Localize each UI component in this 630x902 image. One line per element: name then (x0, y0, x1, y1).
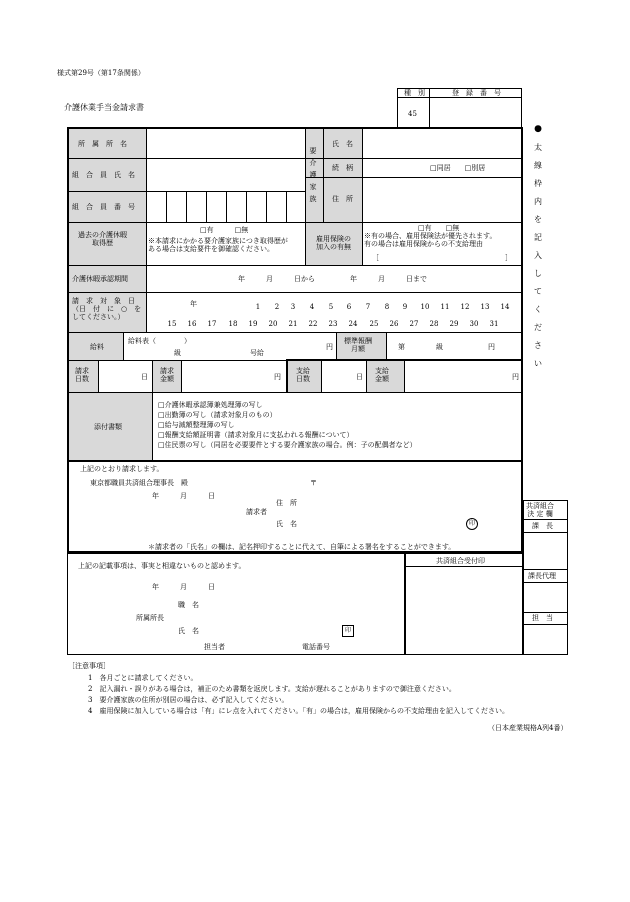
claim-statement: 上記のとおり請求します。 (80, 465, 164, 473)
day[interactable]: 19 (248, 320, 258, 328)
day[interactable]: 14 (500, 303, 510, 311)
kako-label: 過去の介護休暇 取得歴 (78, 231, 127, 247)
day[interactable]: 7 (365, 303, 371, 311)
receipt-stamp-box (405, 553, 523, 655)
dokyo-checkboxes[interactable]: □同居 □別居 (430, 164, 486, 172)
hyojun-label: 標準報酬 月額 (344, 337, 372, 353)
gokyu-label: 号給 (250, 349, 264, 357)
tenpu-item[interactable]: □住民票の写し（同居を必要要件とする要介護家族の場合。例：子の配偶者など） (158, 441, 417, 449)
kumiai-shimei-label: 組 合 員 氏 名 (72, 171, 135, 179)
kyuryo-hyo: 給料表（ ） (128, 337, 191, 345)
koyo-note: ※有の場合、雇用保険法が優先されます。 有の場合は雇用保険からの不支給理由 (364, 232, 497, 248)
day[interactable]: 15 (167, 320, 177, 328)
taisho-label: 請 求 対 象 日 （日 付 に ○ を してください。） (72, 297, 142, 321)
en-label-4: 円 (512, 373, 519, 381)
claim-addressee: 東京都職員共済組合理事長 殿 (90, 479, 188, 487)
jis-footer: （日本産業規格A列4番） (488, 724, 568, 732)
toroku-label: 登 録 番 号 (452, 89, 501, 97)
note-item: 2 記入漏れ・誤りがある場合は，補正のため書類を返戻します。支給が遅れることがありますので御注意ください。 (88, 685, 456, 693)
shubetsu-value: 45 (408, 110, 417, 118)
day[interactable]: 27 (409, 320, 419, 328)
en-label: 円 (326, 343, 333, 351)
en-label-2: 円 (488, 343, 495, 351)
day[interactable]: 23 (328, 320, 338, 328)
day[interactable]: 11 (440, 303, 450, 311)
shozoku-label: 所 属 所 名 (78, 140, 127, 148)
shikyu-kingaku-label: 支給 金額 (375, 367, 389, 383)
en-label-3: 円 (274, 373, 281, 381)
day[interactable]: 16 (187, 320, 197, 328)
jusho-label: 住 所 (332, 195, 353, 203)
kikan-value: 年 月 日から 年 月 日まで (238, 275, 427, 283)
cert-shokumei: 職 名 (178, 601, 199, 609)
note-item: 4 雇用保険に加入している場合は「有」にレ点を入れてください。「有」の場合は，雇用保険からの不支給理由を記入してください。 (88, 707, 509, 715)
bullet-icon: ● (534, 124, 542, 134)
claim-shimei: 氏 名 (276, 520, 297, 528)
day[interactable]: 29 (449, 320, 459, 328)
shikyu-nissu-label: 支給 日数 (296, 367, 310, 383)
shubetsu-label: 種 別 (404, 89, 425, 97)
claim-date: 年 月 日 (152, 492, 215, 500)
day[interactable]: 12 (460, 303, 470, 311)
decision-label: 共済組合 決 定 欄 (526, 502, 554, 518)
koyo-checkboxes[interactable]: □有 □無 (418, 224, 460, 232)
denwa-label: 電話番号 (302, 643, 330, 651)
seal-icon: 印 (466, 518, 478, 530)
form-number: 様式第29号（第17条関係） (57, 69, 145, 77)
day[interactable]: 13 (480, 303, 490, 311)
kumiai-bango-label: 組 合 員 番 号 (72, 203, 135, 211)
claim-jusho: 住 所 (276, 499, 297, 507)
day[interactable]: 26 (389, 320, 399, 328)
day[interactable]: 10 (420, 303, 430, 311)
kyu-label: 級 (174, 349, 181, 357)
cert-shozokushocho: 所属所長 (136, 614, 164, 622)
day[interactable]: 2 (274, 303, 280, 311)
kako-note: ※本請求にかかる要介護家族につき取得歴が ある場合は支給要件を御確認ください。 (148, 237, 288, 253)
kyu-label-2: 級 (436, 343, 443, 351)
kacho-label: 課 長 (532, 522, 553, 530)
tenpu-item[interactable]: □出勤簿の写し（請求対象月のもの） (158, 411, 277, 419)
cert-shimei: 氏 名 (178, 627, 199, 635)
kikan-label: 介護休暇承認期間 (72, 275, 128, 283)
cert-statement: 上記の記載事項は、事実と相違ないものと認めます。 (78, 562, 246, 570)
seal-square-icon: 印 (342, 625, 354, 637)
tenpu-label: 添付書類 (94, 423, 122, 431)
kako-checkboxes[interactable]: □有 □無 (200, 226, 249, 234)
day[interactable]: 6 (346, 303, 352, 311)
day[interactable]: 4 (309, 303, 315, 311)
tenpu-item[interactable]: □給与減額整理簿の写し (158, 421, 235, 429)
day[interactable]: 1 (255, 303, 261, 311)
day[interactable]: 5 (328, 303, 334, 311)
day[interactable]: 24 (348, 320, 358, 328)
nichi-label-2: 日 (356, 373, 363, 381)
koyo-label: 雇用保険の 加入の有無 (316, 235, 351, 251)
day[interactable]: 3 (290, 303, 296, 311)
form-title: 介護休業手当金請求書 (64, 103, 144, 112)
seikyusha-label: 請求者 (246, 508, 267, 516)
day[interactable]: 21 (288, 320, 298, 328)
tenpu-item[interactable]: □介護休暇承認簿兼処理簿の写し (158, 401, 263, 409)
seikyu-kingaku-label: 請求 金額 (160, 367, 174, 383)
shimei-label: 氏 名 (332, 140, 353, 148)
cert-date: 年 月 日 (152, 583, 215, 591)
day[interactable]: 18 (228, 320, 238, 328)
day[interactable]: 25 (369, 320, 379, 328)
day[interactable]: 20 (268, 320, 278, 328)
day[interactable]: 31 (489, 320, 499, 328)
day[interactable]: 30 (469, 320, 479, 328)
signature-note: ＊請求者の「氏名」の欄は、記名押印することに代えて、自筆による署名をすることができます。 (148, 543, 456, 551)
seikyu-nissu-label: 請求 日数 (75, 367, 89, 383)
day[interactable]: 28 (429, 320, 439, 328)
note-item: 3 要介護家族の住所が別居の場合は、必ず記入してください。 (88, 696, 289, 704)
tenpu-item[interactable]: □報酬支給額証明書（請求対象月に支払われる報酬について） (158, 431, 354, 439)
koyo-bracket: ［ ］ (372, 254, 512, 262)
day[interactable]: 22 (308, 320, 318, 328)
day[interactable]: 9 (402, 303, 408, 311)
day[interactable]: 8 (384, 303, 390, 311)
zokugara-label: 続 柄 (332, 164, 353, 172)
tanto-label: 担 当 (532, 614, 553, 622)
dai-label: 第 (398, 343, 405, 351)
taisho-nen: 年 (190, 300, 197, 308)
postal-mark: 〒 (310, 479, 317, 487)
kacho-dairi-label: 課長代理 (528, 572, 556, 580)
uketsukein-label: 共済組合受付印 (436, 557, 485, 565)
kyuryo-label: 給料 (90, 343, 104, 351)
nichi-label: 日 (141, 373, 148, 381)
tantosha-label: 担当者 (204, 643, 225, 651)
day[interactable]: 17 (207, 320, 217, 328)
notes-header: ［注意事項］ (68, 662, 110, 670)
note-item: 1 各月ごとに請求してください。 (88, 674, 198, 682)
